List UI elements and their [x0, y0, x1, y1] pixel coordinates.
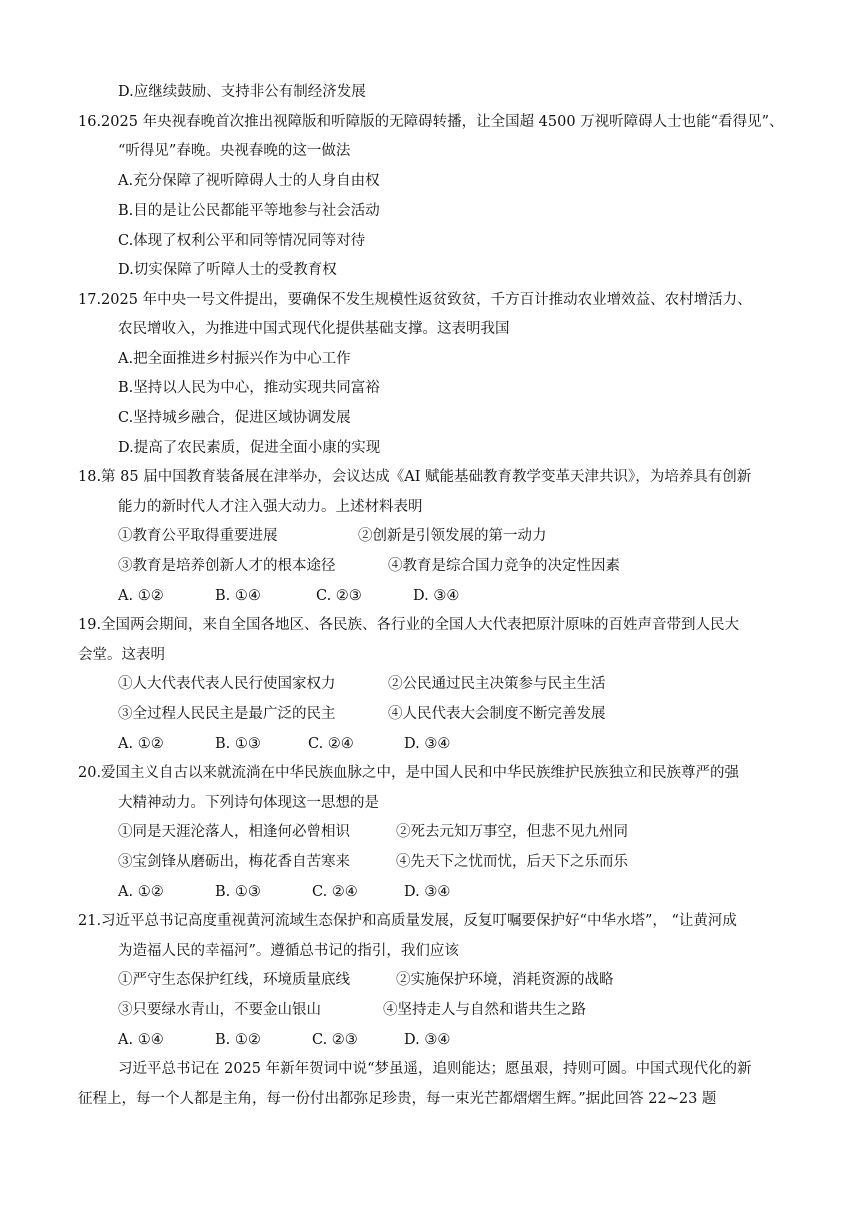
q20-statement-4: ④先天下之忧而忧，后天下之乐而乐 — [396, 854, 628, 870]
q21-stem-line1: 21.习近平总书记高度重视黄河流域生态保护和高质量发展，反复叮嘱要保护好“中华水塔”， “让黄河成 — [78, 913, 737, 929]
material-line1: 习近平总书记在 2025 年新年贺词中说“梦虽遥，追则能达；愿虽艰，持则可圆。中国式现代化的新 — [118, 1061, 752, 1077]
q16-option-c: C.体现了权利公平和同等情况同等对待 — [118, 233, 366, 249]
q19-stem-line2: 会堂。这表明 — [78, 647, 165, 663]
q18-choice-d: D. ③④ — [413, 588, 460, 604]
q19-statement-1: ①人大代表代表人民行使国家权力 — [118, 676, 336, 692]
q21-statement-4: ④坚持走人与自然和谐共生之路 — [383, 1002, 586, 1018]
q20-choice-d: D. ③④ — [404, 884, 451, 900]
q19-statement-2: ②公民通过民主决策参与民主生活 — [388, 676, 606, 692]
q20-statement-2: ②死去元知万事空，但悲不见九州同 — [396, 824, 628, 840]
q18-stem-line1: 18.第 85 届中国教育装备展在津举办，会议达成《AI 赋能基础教育教学变革天津共识》，为培养具有创新 — [78, 469, 752, 485]
q20-choice-c: C. ②④ — [312, 884, 358, 900]
q17-option-d: D.提高了农民素质，促进全面小康的实现 — [118, 440, 381, 456]
q21-choice-b: B. ①② — [215, 1032, 261, 1048]
q15-option-d: D.应继续鼓励、支持非公有制经济发展 — [118, 84, 366, 100]
q20-stem-line2: 大精神动力。下列诗句体现这一思想的是 — [118, 795, 379, 811]
q19-choice-d: D. ③④ — [404, 736, 451, 752]
q19-stem-line1: 19.全国两会期间，来自全国各地区、各民族、各行业的全国人大代表把原汁原味的百姓声音带到人民大 — [78, 617, 740, 633]
q17-option-a: A.把全面推进乡村振兴作为中心工作 — [118, 351, 351, 367]
q21-statement-2: ②实施保护环境，消耗资源的战略 — [396, 972, 614, 988]
q20-statement-1: ①同是天涯沦落人，相逢何必曾相识 — [118, 824, 350, 840]
q18-choice-c: C. ②③ — [316, 588, 362, 604]
q16-stem-line1: 16.2025 年央视春晚首次推出视障版和听障版的无障碍转播，让全国超 4500 万视听障碍人士也能“看得见”、 — [78, 114, 784, 130]
q21-choice-d: D. ③④ — [404, 1032, 451, 1048]
q17-stem-line2: 农民增收入，为推进中国式现代化提供基础支撑。这表明我国 — [118, 321, 510, 337]
q20-stem-line1: 20.爱国主义自古以来就流淌在中华民族血脉之中，是中国人民和中华民族维护民族独立和民族尊严的强 — [78, 765, 740, 781]
q19-choice-b: B. ①③ — [215, 736, 261, 752]
q20-statement-3: ③宝剑锋从磨砺出，梅花香自苦寒来 — [118, 854, 350, 870]
q18-choice-b: B. ①④ — [215, 588, 261, 604]
q18-statement-4: ④教育是综合国力竞争的决定性因素 — [388, 558, 620, 574]
q17-option-b: B.坚持以人民为中心，推动实现共同富裕 — [118, 380, 380, 396]
q17-stem-line1: 17.2025 年中央一号文件提出，要确保不发生规模性返贫致贫，千方百计推动农业增效益、农村增活力、 — [78, 292, 752, 308]
q21-choice-a: A. ①④ — [118, 1032, 164, 1048]
q16-option-a: A.充分保障了视听障碍人士的人身自由权 — [118, 173, 380, 189]
q18-statement-2: ②创新是引领发展的第一动力 — [358, 528, 547, 544]
q16-option-d: D.切实保障了听障人士的受教育权 — [118, 262, 337, 278]
q19-choice-c: C. ②④ — [308, 736, 354, 752]
q20-choice-b: B. ①③ — [215, 884, 261, 900]
q16-option-b: B.目的是让公民都能平等地参与社会活动 — [118, 203, 380, 219]
material-line2: 征程上，每一个人都是主角，每一份付出都弥足珍贵，每一束光芒都熠熠生辉。”据此回答 22~23 题 — [78, 1091, 717, 1107]
q19-choice-a: A. ①② — [118, 736, 164, 752]
q18-statement-3: ③教育是培养创新人才的根本途径 — [118, 558, 336, 574]
q21-statement-1: ①严守生态保护红线，环境质量底线 — [118, 972, 350, 988]
q18-statement-1: ①教育公平取得重要进展 — [118, 528, 278, 544]
q21-choice-c: C. ②③ — [312, 1032, 358, 1048]
q17-option-c: C.坚持城乡融合，促进区域协调发展 — [118, 410, 351, 426]
q18-stem-line2: 能力的新时代人才注入强大动力。上述材料表明 — [118, 499, 423, 515]
q20-choice-a: A. ①② — [118, 884, 164, 900]
q19-statement-4: ④人民代表大会制度不断完善发展 — [388, 706, 606, 722]
q18-choice-a: A. ①② — [118, 588, 164, 604]
q16-stem-line2: “听得见”春晚。央视春晚的这一做法 — [118, 143, 351, 159]
q21-stem-line2: 为造福人民的幸福河”。遵循总书记的指引，我们应该 — [118, 943, 459, 959]
q19-statement-3: ③全过程人民民主是最广泛的民主 — [118, 706, 336, 722]
q21-statement-3: ③只要绿水青山，不要金山银山 — [118, 1002, 321, 1018]
